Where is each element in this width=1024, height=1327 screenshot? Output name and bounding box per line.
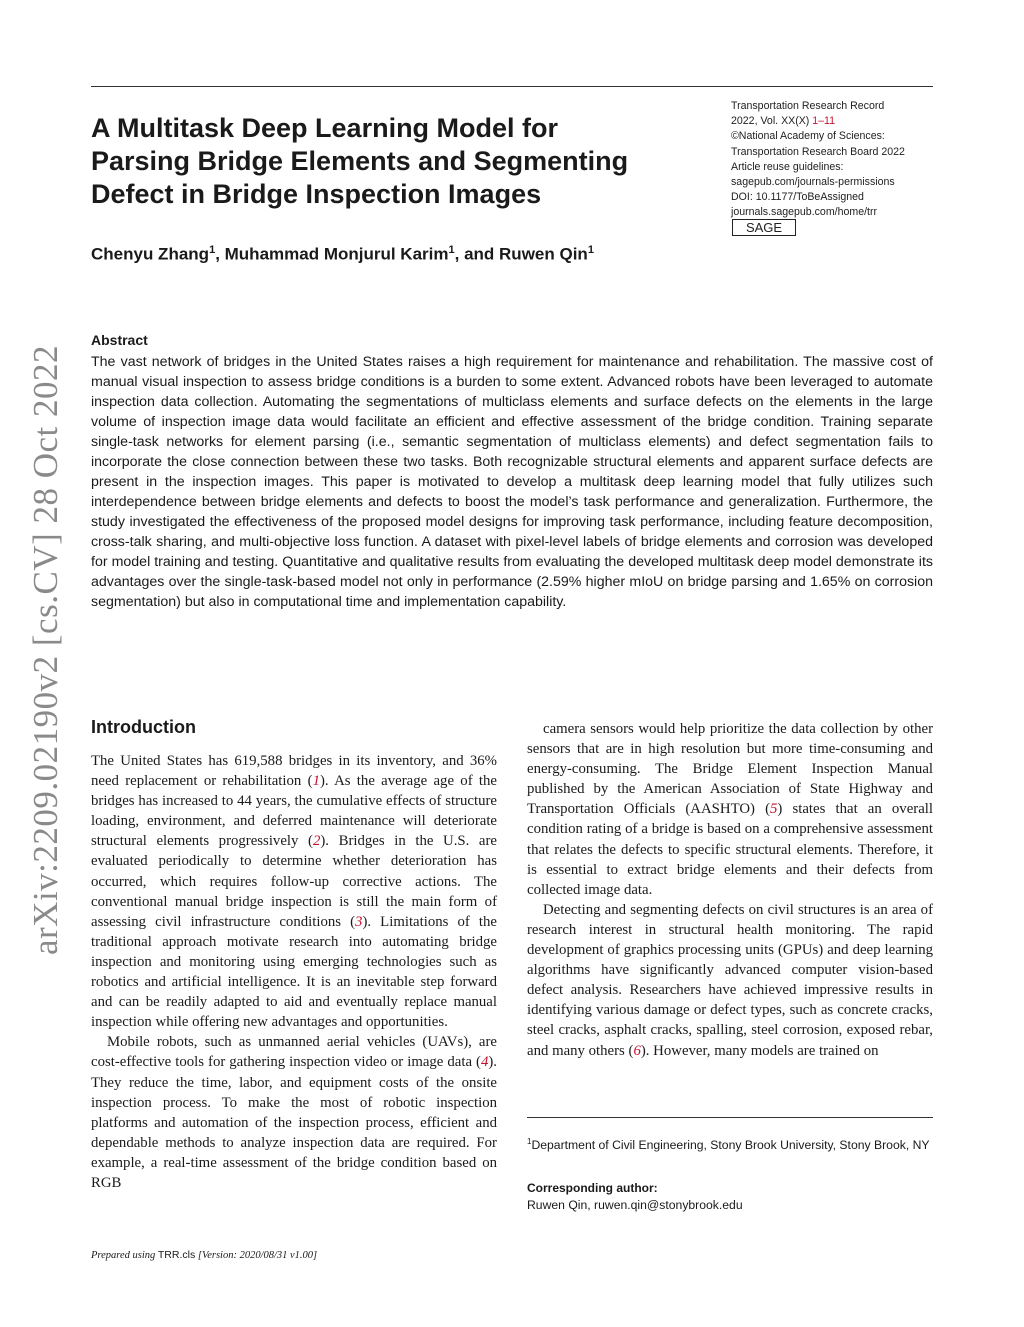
page-range-link[interactable]: 1–11 xyxy=(812,115,836,128)
arxiv-stamp: arXiv:2209.02190v2 [cs.CV] 28 Oct 2022 xyxy=(26,344,65,956)
page-footer: Prepared using TRR.cls [Version: 2020/08/31 v1.00] xyxy=(91,1249,318,1261)
journal-info xyxy=(731,99,931,221)
citation-link[interactable]: 1 xyxy=(312,773,320,790)
affiliation-mark: 1 xyxy=(527,1137,532,1146)
corresponding-author-heading: Corresponding author: xyxy=(527,1181,658,1195)
reuse-guidelines-url: sagepub.com/journals-permissions xyxy=(731,176,895,189)
class-file-name: TRR.cls xyxy=(157,1249,196,1261)
citation-link[interactable]: 5 xyxy=(770,801,778,818)
affiliation-mark: 1 xyxy=(448,244,455,256)
journal-name: Transportation Research Record xyxy=(731,100,885,112)
right-column xyxy=(527,719,933,1061)
footnote-rule xyxy=(527,1117,933,1118)
citation-link[interactable]: 6 xyxy=(633,1042,641,1059)
left-column xyxy=(91,751,497,1193)
reuse-guidelines: Article reuse guidelines: xyxy=(731,160,844,173)
journal-url: journals.sagepub.com/home/trr xyxy=(731,206,878,219)
abstract-text: The vast network of bridges in the United States raises a high requirement for maintenance and rehabilitation. The massive cost of manual visual inspection to assess bridge conditions is a burden to some extent. Advanced robots have been leveraged to automate inspection data collection. Automating the segmentations of multiclass elements and surface defects on the elements in the large volume of inspection image data would facilitate an efficient and effective assessment of the bridge condition. Training separate single-task networks for element parsing (i.e., semantic segmentation of multiclass elements) and defect segmentation fails to incorporate the close connection between these two tasks. Both recognizable structural elements and apparent surface defects are present in the inspection images. This paper is motivated to develop a multitask deep learning model that fully utilizes such interdependence between bridge elements and defects to boost the model’s task performance and generalization. Furthermore, the study investigated the effectiveness of the proposed model designs for improving task performance, including feature decomposition, cross-talk sharing, and multi-objective loss function. A dataset with pixel-level labels of bridge elements and corrosion was developed for model training and testing. Quantitative and qualitative results from evaluating the developed multitask deep model demonstrate its advantages over the single-task-based model not only in performance (2.59% higher mIoU on bridge parsing and 1.65% on corrosion segmentation) but also in computational time and implementation capability. xyxy=(91,354,933,610)
abstract-heading: Abstract xyxy=(91,332,148,348)
body-paragraph: Detecting and segmenting defects on civil structures is an area of research interest in structural health monitoring. The rapid development of graphics processing units (GPUs) and deep learning algorithms have significantly advanced computer vision-based defect analysis. Researchers have achieved impressive results in identifying various damage or defect types, such as concrete cracks, steel cracks, asphalt cracks, spalling, steel corrosion, exposed rebar, and many others (6). However, many models are trained on xyxy=(527,901,933,1059)
doi: DOI: 10.1177/ToBeAssigned xyxy=(731,191,864,204)
affiliation-mark: 1 xyxy=(209,244,216,256)
citation-link[interactable]: 4 xyxy=(480,1054,489,1071)
title-line: Defect in Bridge Inspection Images xyxy=(91,179,542,209)
citation-link[interactable]: 3 xyxy=(355,913,363,930)
body-paragraph: The United States has 619,588 bridges in its inventory, and 36% need replacement or rehabilitation (1). As the average age of the bridges has increased to 44 years, the cumulative effects of structure loading, environment, and deferred maintenance will deteriorate structural elements progressively (2). Bridges in the U.S. are evaluated periodically to determine whether deterioration has occurred, which requires follow-up corrective actions. The conventional manual bridge inspection is still the main form of assessing civil infrastructure conditions (3). Limitations of the traditional approach motivate research into automating bridge inspection and monitoring using emerging technologies such as robotics and artificial intelligence. It is an inevitable step forward and can be readily adapted to aid and eventually replace manual inspection while offering new advantages and opportunities. xyxy=(91,753,497,1031)
author-name: Muhammad Monjurul Karim xyxy=(224,244,449,264)
section-heading-introduction: Introduction xyxy=(91,717,196,737)
copyright-line: Transportation Research Board 2022 xyxy=(731,145,905,158)
title-line: A Multitask Deep Learning Model for xyxy=(91,113,559,143)
top-rule xyxy=(91,86,933,87)
corresponding-author-contact: Ruwen Qin, ruwen.qin@stonybrook.edu xyxy=(527,1198,743,1212)
affiliation-footnote: $^1$Department of Civil Engineering, Stony Brook University, Stony Brook, NY xyxy=(527,1137,930,1153)
author-name: Ruwen Qin xyxy=(499,244,588,264)
body-paragraph: camera sensors would help prioritize the data collection by other sensors that are in high resolution but more time-consuming and energy-consuming. The Bridge Element Inspection Manual published by the American Association of State Highway and Transportation Officials (AASHTO) (5) states that an overall condition rating of a bridge is based on a comprehensive assessment that relates the defects to specific structural elements. Therefore, it is essential to extract bridge elements and their defects from collected image data. xyxy=(527,721,933,898)
author-list: Chenyu Zhang$^1$, Muhammad Monjurul Karim$^1$, and Ruwen Qin$^1$ xyxy=(91,244,594,264)
title-line: Parsing Bridge Elements and Segmenting xyxy=(91,146,629,176)
paper-title xyxy=(91,112,691,211)
affiliation-mark: 1 xyxy=(587,244,594,256)
body-paragraph: Mobile robots, such as unmanned aerial vehicles (UAVs), are cost-effective tools for gathering inspection video or image data (4). They reduce the time, labor, and equipment costs of the onsite inspection process. To make the most of robotic inspection platforms and automation of the inspection process, efficient and dependable methods to analyze inspection data are required. For example, a real-time assessment of the bridge condition based on RGB xyxy=(91,1034,497,1191)
citation-link[interactable]: 2 xyxy=(312,833,321,850)
author-name: Chenyu Zhang xyxy=(91,244,210,264)
sage-logo: SAGE xyxy=(732,219,796,236)
journal-volume: 2022, Vol. XX(X) 1–11 xyxy=(731,115,836,128)
copyright-line: ©National Academy of Sciences: xyxy=(731,130,885,143)
